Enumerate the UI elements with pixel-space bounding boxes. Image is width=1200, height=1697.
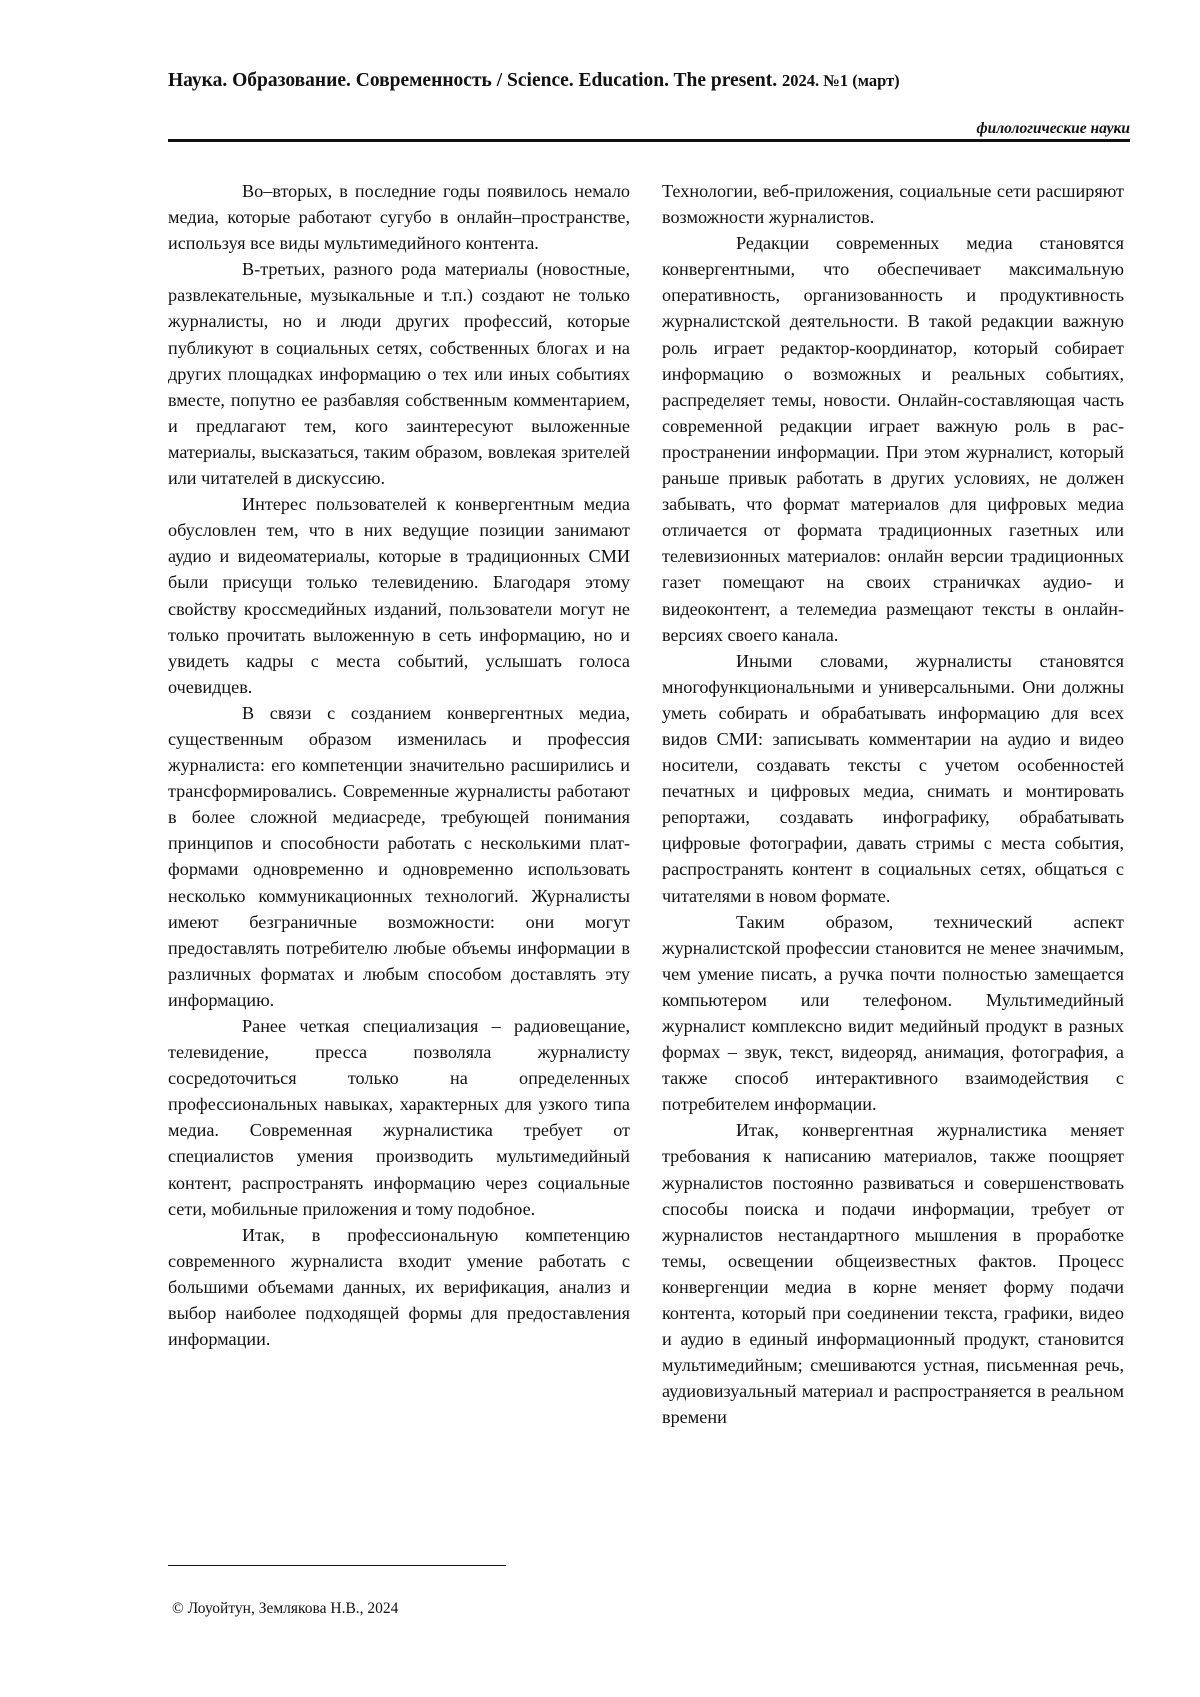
footnote-separator — [168, 1565, 506, 1566]
issue-label: 2024. №1 (март) — [782, 71, 900, 90]
paragraph-continuation: Технологии, веб-приложения, социальные сети расширяют возможности журналистов. — [662, 181, 1124, 228]
left-column — [168, 178, 630, 1352]
right-column — [662, 178, 1124, 1431]
header-rule — [168, 139, 1130, 142]
paragraph: Во–вторых, в последние годы появилось немало медиа, которые работают сугубо в онлайн–пространстве, используя все виды мультимедийного контента. — [168, 181, 630, 254]
section-label: филологические науки — [976, 120, 1130, 137]
paragraph: Итак, в профессиональную компетенцию современного журналиста входит умение работать с большими объемами данных, их верификация, анализ и выбор наиболее подходящей формы для предоставления информации. — [168, 1224, 630, 1350]
paragraph: Интерес пользователей к конвергентным медиа обусловлен тем, что в них ведущие позиции занимают аудио и видеоматериалы, которые в традиционных СМИ были присущи только телевидению. Благодаря этому свойству кроссмедийных изданий, пользователи могут не только прочитать выложенную в сеть информацию, но и увидеть кадры с места событий, услышать голоса очевидцев. — [168, 494, 630, 697]
journal-title: Наука. Образование. Современность / Science. Education. The present. — [168, 70, 778, 91]
paragraph: Редакции современных медиа становятся конвергентными, что обеспечивает максимальную оперативность, организованность и продуктивность журналистской деятельности. В такой редакции важную роль играет редактор-координатор, который собирает информацию о возможных и реальных событиях, распределяет темы, новости. Онлайн-составляющая часть современной редакции играет важную роль в распространении информации. При этом журналист, который раньше привык работать в других условиях, не должен забывать, что формат материалов для цифровых медиа отличается от формата традиционных газетных или телевизионных материалов: онлайн версии традиционных газет помещают на своих страничках аудио- и видеоконтент, а телемедиа размещают тексты в онлайн-версиях своего канала. — [662, 233, 1124, 645]
running-header — [168, 70, 1128, 92]
paragraph: Иными словами, журналисты становятся многофункциональными и универсальными. Они должны уметь собирать и обрабатывать информацию для всех видов СМИ: записывать комментарии на аудио и видео носители, создавать тексты с учетом особенностей печатных и цифровых медиа, снимать и монтировать репортажи, создавать инфографику, обрабатывать цифровые фотографии, давать стримы с места события, распространять контент в социальных сетях, общаться с читателями в новом формате. — [662, 650, 1124, 906]
paragraph: Итак, конвергентная журналистика меняет требования к написанию материалов, также поощряет журналистов постоянно развиваться и совершенствовать способы поиска и подачи информации, требует от журналистов нестандартного мышления в проработке темы, освещении общеизвестных фактов. Процесс конвергенции медиа в корне меняет форму подачи контента, который при соединении текста, графики, видео и аудио в единый информационный продукт, становится мультимедийным; смешиваются устная, письменная речь, аудиовизуальный материал и распространяется в реальном времени — [662, 1120, 1124, 1428]
paragraph: В связи с созданием конвергентных медиа, существенным образом изменилась и профессия журналиста: его компетенции значительно расширились и трансформировались. Современные журналисты работают в более сложной медиасреде, требующей понимания принципов и способности работать с несколькими платформами одновременно и одновременно использовать несколько коммуникационных технологий. Журналисты имеют безграничные возможности: они могут предоставлять потребителю любые объемы информации в различных форматах и любым способом доставлять эту информацию. — [168, 702, 630, 1010]
paragraph: В-третьих, разного рода материалы (новостные, развлекательные, музыкальные и т.п.) создают не только журналисты, но и люди других профессий, которые публикуют в социальных сетях, собственных блогах и на других площадках информацию о тех или иных событиях вместе, попутно ее разбавляя собственным комментарием, и предлагают тем, кого заинтересуют выложенные материалы, высказаться, таким образом, вовлекая зрителей или читателей в дискуссию. — [168, 259, 630, 489]
paragraph: Таким образом, технический аспект журналистской профессии становится не менее значимым, чем умение писать, а ручка почти полностью замещается компьютером или телефоном. Мультимедийный журналист комплексно видит медийный продукт в разных формах – звук, текст, видеоряд, анимация, фотография, а также способ интерактивного взаимодействия с потребителем информации. — [662, 911, 1124, 1115]
copyright-footnote: © Лоуойтун, Землякова Н.В., 2024 — [172, 1600, 399, 1617]
paragraph: Ранее четкая специализация – радиовещание, телевидение, пресса позволяла журналисту сосредоточиться только на определенных профессиональных навыках, характерных для узкого типа медиа. Современная журналистика требует от специалистов умения производить мультимедийный контент, распространять информацию через социальные сети, мобильные приложения и тому подобное. — [168, 1016, 630, 1219]
